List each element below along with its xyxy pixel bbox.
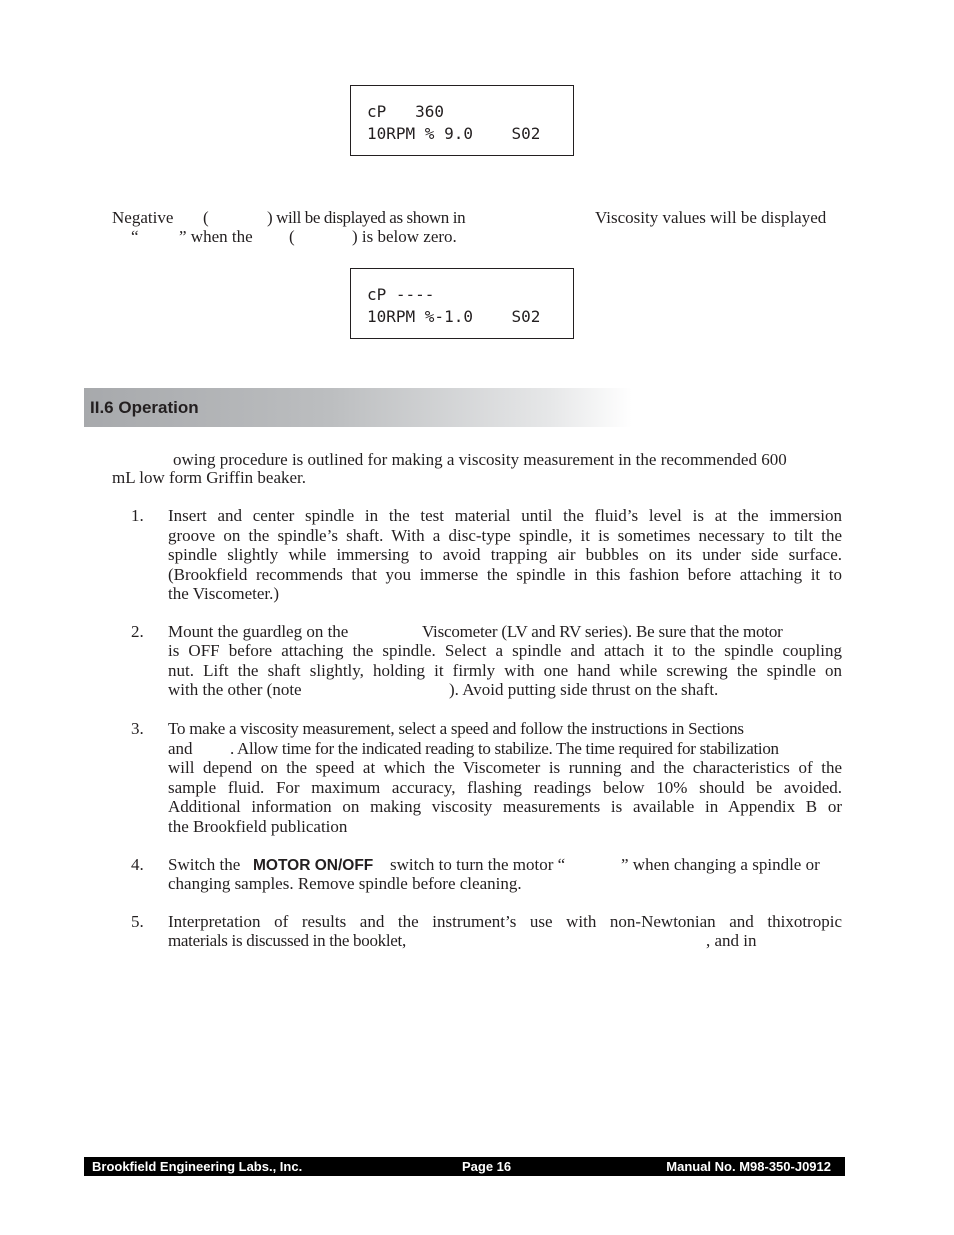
step-line: is OFF before attaching the spindle. Select a spindle and attach it to the spindle coupling <box>168 641 842 660</box>
intro-line-2: mL low form Griffin beaker. <box>112 468 307 487</box>
step-2-line-4b: ). Avoid putting side thrust on the shaft. <box>449 680 719 699</box>
step-number: 1. <box>131 506 144 525</box>
step-5-line-2a: materials is discussed in the booklet, <box>168 931 406 950</box>
section-title: II.6 Operation <box>90 398 199 417</box>
lcd-display-reading <box>350 85 574 156</box>
step-number: 4. <box>131 855 144 874</box>
step-5-text <box>168 912 842 932</box>
lcd-line-1: cP ---- <box>367 285 435 304</box>
step-number: 2. <box>131 622 144 641</box>
step-2-text <box>168 641 842 680</box>
text-fragment: “ <box>131 227 139 246</box>
intro-line-1: owing procedure is outlined for making a viscosity measurement in the recommended 600 <box>173 450 787 469</box>
step-line: (Brookfield recommends that you immerse the spindle in this fashion before attaching it to <box>168 564 842 584</box>
lcd-line-2: 10RPM %-1.0 S02 <box>367 307 541 326</box>
step-1-text <box>168 506 842 604</box>
text-fragment: Negative <box>112 208 174 227</box>
step-4-line-1a: Switch the <box>168 855 241 874</box>
step-line: spindle slightly while immersing to avoid trapping air bubbles on its under side surface. <box>168 545 842 564</box>
step-line: Additional information on making viscosity measurements is available in Appendix B or <box>168 797 842 816</box>
section-header-bar <box>84 388 632 427</box>
step-4-line-2: changing samples. Remove spindle before cleaning. <box>168 874 522 893</box>
lcd-display-negative <box>350 268 574 339</box>
text-fragment: ) is below zero. <box>352 227 457 246</box>
page-footer <box>84 1157 845 1176</box>
step-2-line-1a: Mount the guardleg on the <box>168 622 349 641</box>
lcd-line-2: 10RPM % 9.0 S02 <box>367 124 541 143</box>
text-fragment: ( <box>289 227 295 246</box>
step-line: sample fluid. For maximum accuracy, flashing readings below 10% should be avoided. <box>168 777 842 797</box>
text-fragment: ” when the <box>179 227 253 246</box>
text-fragment: Viscosity values will be displayed <box>595 208 827 227</box>
step-line: Insert and center spindle in the test material until the fluid’s level is at the immersion <box>168 506 842 525</box>
step-line: groove on the spindle’s shaft. With a disc-type spindle, it is sometimes necessary to tilt the <box>168 525 842 545</box>
step-4-line-1c: ” when changing a spindle or <box>621 855 820 874</box>
step-4-line-1b: switch to turn the motor “ <box>390 855 566 874</box>
step-2-line-1b: Viscometer (LV and RV series). Be sure that the motor <box>422 622 783 641</box>
step-number: 5. <box>131 912 144 931</box>
footer-company: Brookfield Engineering Labs., Inc. <box>92 1159 303 1174</box>
step-3-line-2a: and <box>168 739 193 758</box>
lcd-line-1: cP 360 <box>367 102 445 121</box>
text-fragment: ( <box>203 208 209 227</box>
step-2-line-4a: with the other (note <box>168 680 302 699</box>
step-line: Interpretation of results and the instrument’s use with non-Newtonian and thixotropic <box>168 912 842 931</box>
step-5-line-2b: , and in <box>706 931 757 950</box>
motor-switch-label: MOTOR ON/OFF <box>253 857 374 874</box>
step-3-line-2b: . Allow time for the indicated reading to stabilize. The time required for stabilization <box>230 739 779 758</box>
step-3-line-1: To make a viscosity measurement, select a speed and follow the instructions in Sections <box>168 719 744 738</box>
text-fragment: ) will be displayed as shown in <box>267 208 466 227</box>
step-line: the Brookfield publication <box>168 816 348 836</box>
footer-page-number: Page 16 <box>462 1159 512 1174</box>
step-line: the Viscometer.) <box>168 584 280 603</box>
footer-manual-number: Manual No. M98-350-J0912 <box>666 1159 831 1174</box>
step-number: 3. <box>131 719 144 738</box>
step-3-text <box>168 758 842 836</box>
step-line: nut. Lift the shaft slightly, holding it firmly with one hand while screwing the spindle on <box>168 660 842 680</box>
step-line: will depend on the speed at which the Viscometer is running and the characteristics of the <box>168 758 842 777</box>
